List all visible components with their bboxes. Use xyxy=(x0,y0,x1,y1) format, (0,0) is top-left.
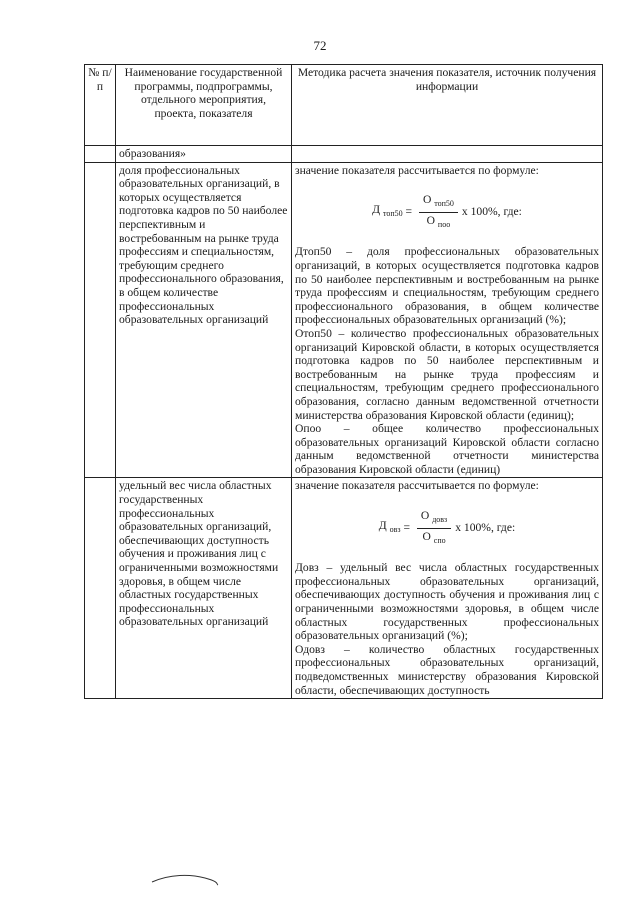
row-number-cell xyxy=(85,478,116,699)
definition: Дтоп50 – доля профессиональных образовательных организаций, в которых осуществляется подготовка кадров по 50 наиболее перспективным и востребованным на рынке труда профессиям и специальностям, требующим среднего профессионального образования, в общем количестве профессиональных образовательных организаций (%); xyxy=(295,245,599,327)
formula xyxy=(295,509,599,547)
cont-number-cell xyxy=(85,146,116,163)
formula-numerator: О $_{топ50}$ xyxy=(419,193,458,213)
formula-fraction xyxy=(417,509,451,547)
row-number-cell xyxy=(85,162,116,478)
header-name: Наименование государственной программы, подпрограммы, отдельного мероприятия, проекта, показателя xyxy=(116,65,292,146)
indicator-table xyxy=(84,64,603,699)
definition: Одовз – количество областных государственных профессиональных образовательных организаций, подведомственных министерству образования Кировской области, обеспечивающих доступность xyxy=(295,642,599,697)
table-row xyxy=(85,162,603,478)
equals-sign: = xyxy=(400,521,413,535)
method-cell xyxy=(292,478,603,699)
formula-intro: значение показателя рассчитывается по формуле: xyxy=(295,479,539,493)
formula-fraction xyxy=(419,193,458,231)
formula xyxy=(295,193,599,231)
indicator-name: доля профессиональных образовательных организаций, в которых осуществляется подготовка кадров по 50 наиболее перспективным и востребованным на рынке труда профессиям и специальностям, требующим среднего профессионального образования, в общем количестве профессиональных образовательных организаций xyxy=(116,162,292,478)
equals-sign: = xyxy=(402,205,415,219)
formula-tail: x 100%, где: xyxy=(455,521,516,535)
signature-mark xyxy=(150,872,220,886)
cont-method-cell xyxy=(292,146,603,163)
definition: Отоп50 – количество профессиональных образовательных организаций Кировской области, в которых осуществляется подготовка кадров по 50 наиболее перспективным и востребованным на рынке труда профессиям и специальностям, требующим среднего профессионального образования, согласно данным ведомственной отчетности министерства образования Кировской области (единиц); xyxy=(295,326,599,422)
header-number: № п/п xyxy=(85,65,116,146)
method-cell xyxy=(292,162,603,478)
formula-denominator: О $_{поо}$ xyxy=(426,213,451,229)
continuation-text: образования» xyxy=(116,146,292,163)
table-row xyxy=(85,478,603,699)
table-header-row xyxy=(85,65,603,146)
continuation-row xyxy=(85,146,603,163)
formula-lhs: Д $_{топ50}$ xyxy=(372,203,403,219)
formula-intro: значение показателя рассчитывается по формуле: xyxy=(295,163,539,177)
formula-denominator: О $_{спо}$ xyxy=(422,529,446,545)
page-number: 72 xyxy=(313,38,327,53)
definition: Довз – удельный вес числа областных государственных профессиональных образовательных организаций, обеспечивающих доступность обучения и проживания лиц с ограниченными возможностями здоровья, в общем числе областных государственных профессиональных образовательных организаций (%); xyxy=(295,561,599,643)
definition: Опоо – общее количество профессиональных образовательных организаций Кировской области согласно данным ведомственной отчетности министерства образования Кировской области (единиц) xyxy=(295,422,599,476)
formula-lhs: Д $_{овз}$ xyxy=(378,519,401,535)
header-method: Методика расчета значения показателя, источник получения информации xyxy=(292,65,603,146)
formula-numerator: О $_{довз}$ xyxy=(417,509,451,529)
formula-tail: x 100%, где: xyxy=(461,205,522,219)
indicator-name: удельный вес числа областных государственных профессиональных образовательных организаций, обеспечивающих доступность обучения и проживания лиц с ограниченными возможностями здоровья, в общем числе областных государственных профессиональных образовательных организаций xyxy=(116,478,292,699)
